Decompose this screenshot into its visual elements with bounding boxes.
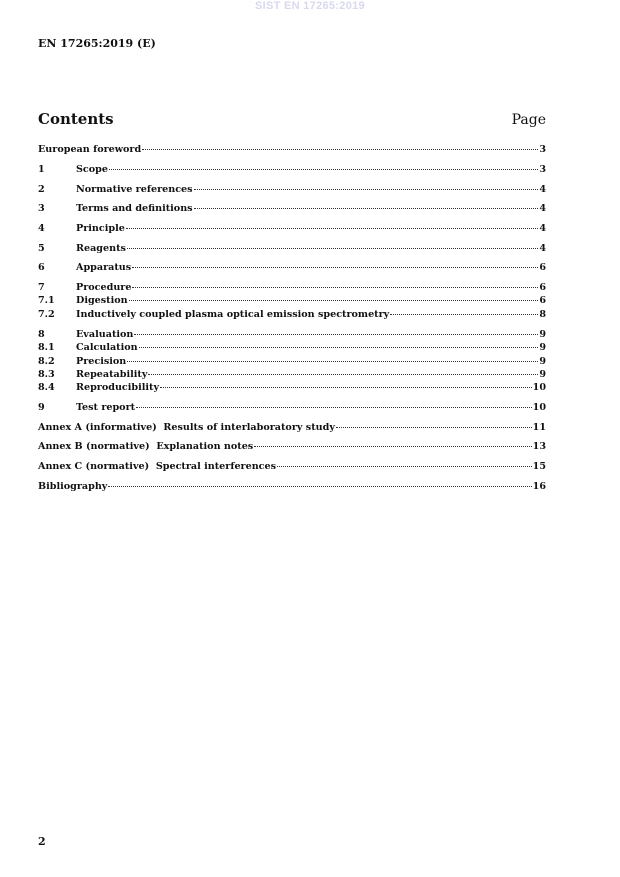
- toc-entry-annex-b[interactable]: [38, 441, 546, 453]
- toc-entry-label: Apparatus: [76, 262, 132, 273]
- toc-entry-label: Reproducibility: [76, 382, 160, 393]
- toc-entry-number: 8.4: [38, 382, 55, 393]
- toc-entry-procedure[interactable]: [38, 282, 546, 294]
- toc-entry-principle[interactable]: [38, 223, 546, 235]
- toc-entry-number: 4: [38, 223, 45, 234]
- toc-entry-page: 4: [539, 184, 546, 195]
- toc-entry-number: 6: [38, 262, 45, 273]
- toc-entry-normative-references[interactable]: [38, 184, 546, 196]
- page-column-label: Page: [511, 112, 546, 128]
- toc-entry-number: 7: [38, 282, 45, 293]
- contents-title: Contents: [38, 110, 114, 128]
- toc-entry-label: Bibliography: [38, 481, 108, 492]
- toc-leader: [390, 314, 538, 315]
- toc-leader: [132, 287, 538, 288]
- toc-entry-number: 5: [38, 243, 45, 254]
- toc-entry-page: 13: [532, 441, 546, 452]
- toc-leader: [254, 446, 531, 447]
- toc-entry-label: Reagents: [76, 243, 126, 254]
- toc-entry-page: 6: [539, 262, 546, 273]
- toc-leader: [194, 189, 539, 190]
- toc-entry-reagents[interactable]: [38, 243, 546, 255]
- toc-leader: [134, 334, 538, 335]
- toc-entry-page: 4: [539, 223, 546, 234]
- toc-entry-number: 2: [38, 184, 45, 195]
- toc-entry-label: Digestion: [76, 295, 128, 306]
- toc-entry-number: 7.1: [38, 295, 55, 306]
- toc-entry-page: 16: [532, 481, 546, 492]
- toc-entry-label: Annex B (normative) Explanation notes: [38, 441, 254, 452]
- toc-leader: [136, 407, 532, 408]
- toc-leader: [127, 248, 538, 249]
- toc-leader: [127, 361, 538, 362]
- toc-entry-label: Principle: [76, 223, 125, 234]
- toc-entry-reproducibility[interactable]: [38, 382, 546, 394]
- toc-leader: [109, 169, 538, 170]
- toc-entry-number: 8: [38, 329, 45, 340]
- toc-entry-number: 1: [38, 164, 45, 175]
- toc-entry-annex-c[interactable]: [38, 461, 546, 473]
- toc-entry-page: 10: [532, 402, 546, 413]
- toc-entry-number: 8.2: [38, 356, 55, 367]
- page-number: 2: [38, 835, 46, 848]
- toc-entry-page: 3: [539, 144, 546, 155]
- toc-entry-precision[interactable]: [38, 356, 546, 368]
- toc-entry-scope[interactable]: [38, 164, 546, 176]
- toc-entry-page: 4: [539, 243, 546, 254]
- toc-entry-label: Evaluation: [76, 329, 134, 340]
- toc-entry-page: 9: [539, 329, 546, 340]
- toc-leader: [160, 387, 532, 388]
- toc-leader: [139, 347, 539, 348]
- toc-entry-digestion[interactable]: [38, 295, 546, 307]
- toc-entry-label: Inductively coupled plasma optical emission spectrometry: [76, 309, 390, 320]
- toc-entry-icp-oes[interactable]: [38, 309, 546, 321]
- toc-entry-label: Precision: [76, 356, 127, 367]
- toc-leader: [277, 466, 532, 467]
- toc-leader: [336, 427, 532, 428]
- toc-leader: [132, 267, 538, 268]
- watermark: SIST EN 17265:2019: [255, 0, 365, 12]
- toc-entry-page: 9: [539, 342, 546, 353]
- toc-entry-page: 4: [539, 203, 546, 214]
- toc-entry-number: 7.2: [38, 309, 55, 320]
- toc-entry-page: 8: [539, 309, 546, 320]
- toc-entry-page: 9: [539, 356, 546, 367]
- toc-entry-bibliography[interactable]: [38, 481, 546, 493]
- toc-entry-european-foreword[interactable]: [38, 144, 546, 156]
- toc-entry-page: 3: [539, 164, 546, 175]
- toc-entry-evaluation[interactable]: [38, 329, 546, 341]
- toc-entry-calculation[interactable]: [38, 342, 546, 354]
- toc-leader: [142, 149, 538, 150]
- toc-entry-label: European foreword: [38, 144, 142, 155]
- toc-entry-page: 10: [532, 382, 546, 393]
- toc-entry-page: 9: [539, 369, 546, 380]
- toc-entry-label: Annex A (informative) Results of interlaboratory study: [38, 422, 335, 433]
- toc-entry-page: 11: [532, 422, 546, 433]
- toc-leader: [126, 228, 538, 229]
- toc-leader: [194, 208, 539, 209]
- toc-entry-page: 6: [539, 295, 546, 306]
- toc-entry-page: 15: [532, 461, 546, 472]
- toc-entry-number: 3: [38, 203, 45, 214]
- toc-entry-number: 9: [38, 402, 45, 413]
- toc-entry-label: Repeatability: [76, 369, 148, 380]
- toc-leader: [129, 300, 539, 301]
- toc-entry-repeatability[interactable]: [38, 369, 546, 381]
- toc-entry-page: 6: [539, 282, 546, 293]
- document-header: EN 17265:2019 (E): [38, 37, 156, 50]
- toc-leader: [108, 486, 531, 487]
- toc-entry-label: Test report: [76, 402, 136, 413]
- toc-leader: [148, 374, 538, 375]
- toc-entry-terms-and-definitions[interactable]: [38, 203, 546, 215]
- toc-entry-annex-a[interactable]: [38, 422, 546, 434]
- toc-entry-label: Normative references: [76, 184, 193, 195]
- toc-entry-label: Terms and definitions: [76, 203, 193, 214]
- toc-entry-number: 8.1: [38, 342, 55, 353]
- toc-entry-test-report[interactable]: [38, 402, 546, 414]
- toc-entry-label: Procedure: [76, 282, 132, 293]
- toc-entry-label: Calculation: [76, 342, 138, 353]
- toc-entry-label: Annex C (normative) Spectral interferences: [38, 461, 277, 472]
- toc-entry-label: Scope: [76, 164, 108, 175]
- toc-entry-apparatus[interactable]: [38, 262, 546, 274]
- contents-heading: [38, 110, 546, 128]
- toc-entry-number: 8.3: [38, 369, 55, 380]
